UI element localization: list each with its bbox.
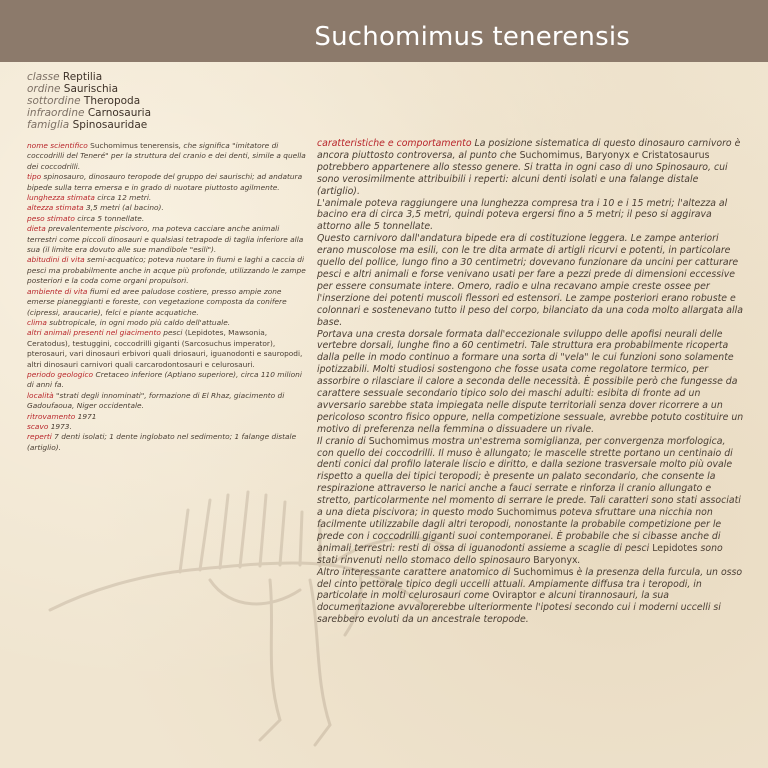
fact-type: tipo spinosauro, dinosauro teropode del gruppo dei saurischi; ad andatura bipede sulla terra emersa e in grado di nuotare piuttosto agilmente. [27,172,303,192]
fact-finds: reperti 7 denti isolati; 1 dente inglobato nel sedimento; 1 falange distale (artiglio). [27,432,297,452]
fact-excavation: scavo 1973. [27,421,72,431]
paragraph-intro: caratteristiche e comportamento La posizione sistematica di questo dinosauro carnivoro è ancora piuttosto controversa, al punto che Suchomimus, Baryonyx e Cristatosaurus potrebbero appartenere allo stesso genere. Si tratta in ogni caso di uno Spinosauro, cui sono verosimilmente attribuibili i reperti: alcuni denti isolati e una falange distale (artiglio). [317,138,741,197]
fact-climate: clima subtropicale, in ogni modo più caldo dell'attuale. [27,317,231,327]
classification-infraorder: infraordine Carnosauria [27,107,152,119]
paragraph-skull: Il cranio di Suchomimus mostra un'estrema somiglianza, per convergenza morfologica, con quello dei coccodrilli. Il muso è allungato; le mascelle strette portano un centinaio di denti conici dal profilo laterale liscio e diritto, e dalla sezione trasversale molto più ovale rispetto a quella dei tipici teropodi; è presente un palato secondario, che consente la respirazione attraverso le narici anche a fauci serrate e rinforza il cranio allungato e stretto, particolarmente nel momento di serrare le prede. Tali caratteri sono stati associati a una dieta piscivora; in questo modo Suchomimus poteva sfruttare una nicchia non facilmente utilizzabile dagli altri teropodi, nonostante la probabile competizione per le prede con i coccodrilli giganti suoi contemporanei. È probabile che si cibasse anche di animali terrestri: resti di ossa di iguanodonti assieme a scaglie di pesci Lepidotes sono stati rinvenuti nello stomaco dello spinosauro Baryonyx. [317,435,741,566]
fact-sheet [27,141,309,453]
classification-block [27,71,287,131]
fact-environment: ambiente di vita fiumi ed aree paludose costiere, presso ampie zone emerse pianeggianti e foreste, con vegetazione composta da conifere (cipressi, araucarie), felci e piante acquatiche. [27,286,287,317]
header-band [0,0,768,62]
classification-class: classe Reptilia [27,71,103,83]
paragraph-sail: Portava una cresta dorsale formata dall'eccezionale sviluppo delle apofisi neurali delle vertebre dorsali, lunghe fino a 60 centimetri. Tale struttura era probabilmente ricoperta dalla pelle in modo continuo a formare una sorta di "vela" le cui funzioni sono solamente ipotizzabili. Molti studiosi sostengono che fosse usata come regolatore termico, per assorbire o rilasciare il calore a seconda delle necessità. È possibile però che fungesse da carattere sessuale secondario tipico solo dei maschi adulti: esibita di fronte ad un avversario sarebbe stata impiegata nelle dispute territoriali senza dover ricorrere a un pericoloso scontro fisico oppure, nella competizione sessuale, avrebbe potuto costituire un motivo di preferenza nella femmina o dissuadere un rivale. [317,328,744,435]
main-description [317,138,744,626]
classification-order: ordine Saurischia [27,83,119,95]
classification-suborder: sottordine Theropoda [27,95,141,107]
fact-height: altezza stimata 3,5 metri (al bacino). [27,203,164,213]
fact-discovery: ritrovamento 1971 [27,411,97,421]
fact-habits: abitudini di vita semi-acquatico; poteva nuotare in fiumi e laghi a caccia di pesci ma probabilmente anche in acque più profonde, utilizzando le zampe posteriori e la coda come organi propulsori. [27,255,306,286]
paragraph-furcula: Altro interessante carattere anatomico di Suchomimus è la presenza della furcula, un osso del cinto pettorale tipico degli uccelli attuali. Ampiamente diffusa tra i teropodi, in particolare in molti celurosauri come Oviraptor e alcuni tirannosauri, la sua documentazione avvalorerebbe ulteriormente l'ipotesi secondo cui i moderni uccelli si sarebbero evoluti da un ancestrale teropode. [317,566,743,626]
fact-weight: peso stimato circa 5 tonnellate. [27,213,145,223]
fact-other-animals: altri animali presenti nel giacimento pesci (Lepidotes, Mawsonia, Ceratodus), testuggini, coccodrilli giganti (Sarcosuchus imperator), pterosauri, vari dinosauri erbivori quali driosauri, iguanodonti e sauropodi, altri dinosauri carnivori quali carcarodontosauri e celurosauri. [27,328,303,369]
fact-length: lunghezza stimata circa 12 metri. [27,193,152,203]
fact-diet: dieta prevalentemente piscivoro, ma poteva cacciare anche animali terrestri come piccoli dinosauri e qualsiasi tetrapode di taglia inferiore alla sua (il limite era dovuto alle sue mandibole "esili"). [27,224,304,255]
classification-family: famiglia Spinosauridae [27,119,148,131]
paragraph-anatomy: Questo carnivoro dall'andatura bipede era di costituzione leggera. Le zampe anteriori erano muscolose ma esili, con le tre dita armate di artigli ricurvi e potenti, in particolare quello del pollice, lungo fino a 30 centimetri; dovevano funzionare da uncini per catturare pesci e altri animali e forse venivano usati per fare a pezzi prede di dimensioni eccessive per essere consumate intere. Omero, radio e ulna recavano ampie creste ossee per l'inserzione dei potenti muscoli flessori ed estensori. Le zampe posteriori erano robuste e colonnari e sostenevano tutto il peso del corpo, bilanciato da una coda molto allargata alla base. [317,233,743,328]
fact-period: periodo geologico Cretaceo inferiore (Aptiano superiore), circa 110 milioni di anni fa. [27,369,302,390]
fact-locality: località "strati degli innominati", formazione di El Rhaz, giacimento di Gadoufaoua, Niger occidentale. [27,390,285,411]
fact-scientific-name: nome scientifico Suchomimus tenerensis, che significa "imitatore di coccodrilli del Teneré" per la struttura del cranio e dei denti, simile a quella dei coccodrilli. [27,141,306,171]
paragraph-size: L'animale poteva raggiungere una lunghezza compresa tra i 10 e i 15 metri; l'altezza al bacino era di circa 3,5 metri, quindi poteva ergersi fino a 5 metri; il peso si aggirava attorno alle 5 tonnellate. [317,197,728,233]
page-title: Suchomimus tenerensis [314,22,630,52]
